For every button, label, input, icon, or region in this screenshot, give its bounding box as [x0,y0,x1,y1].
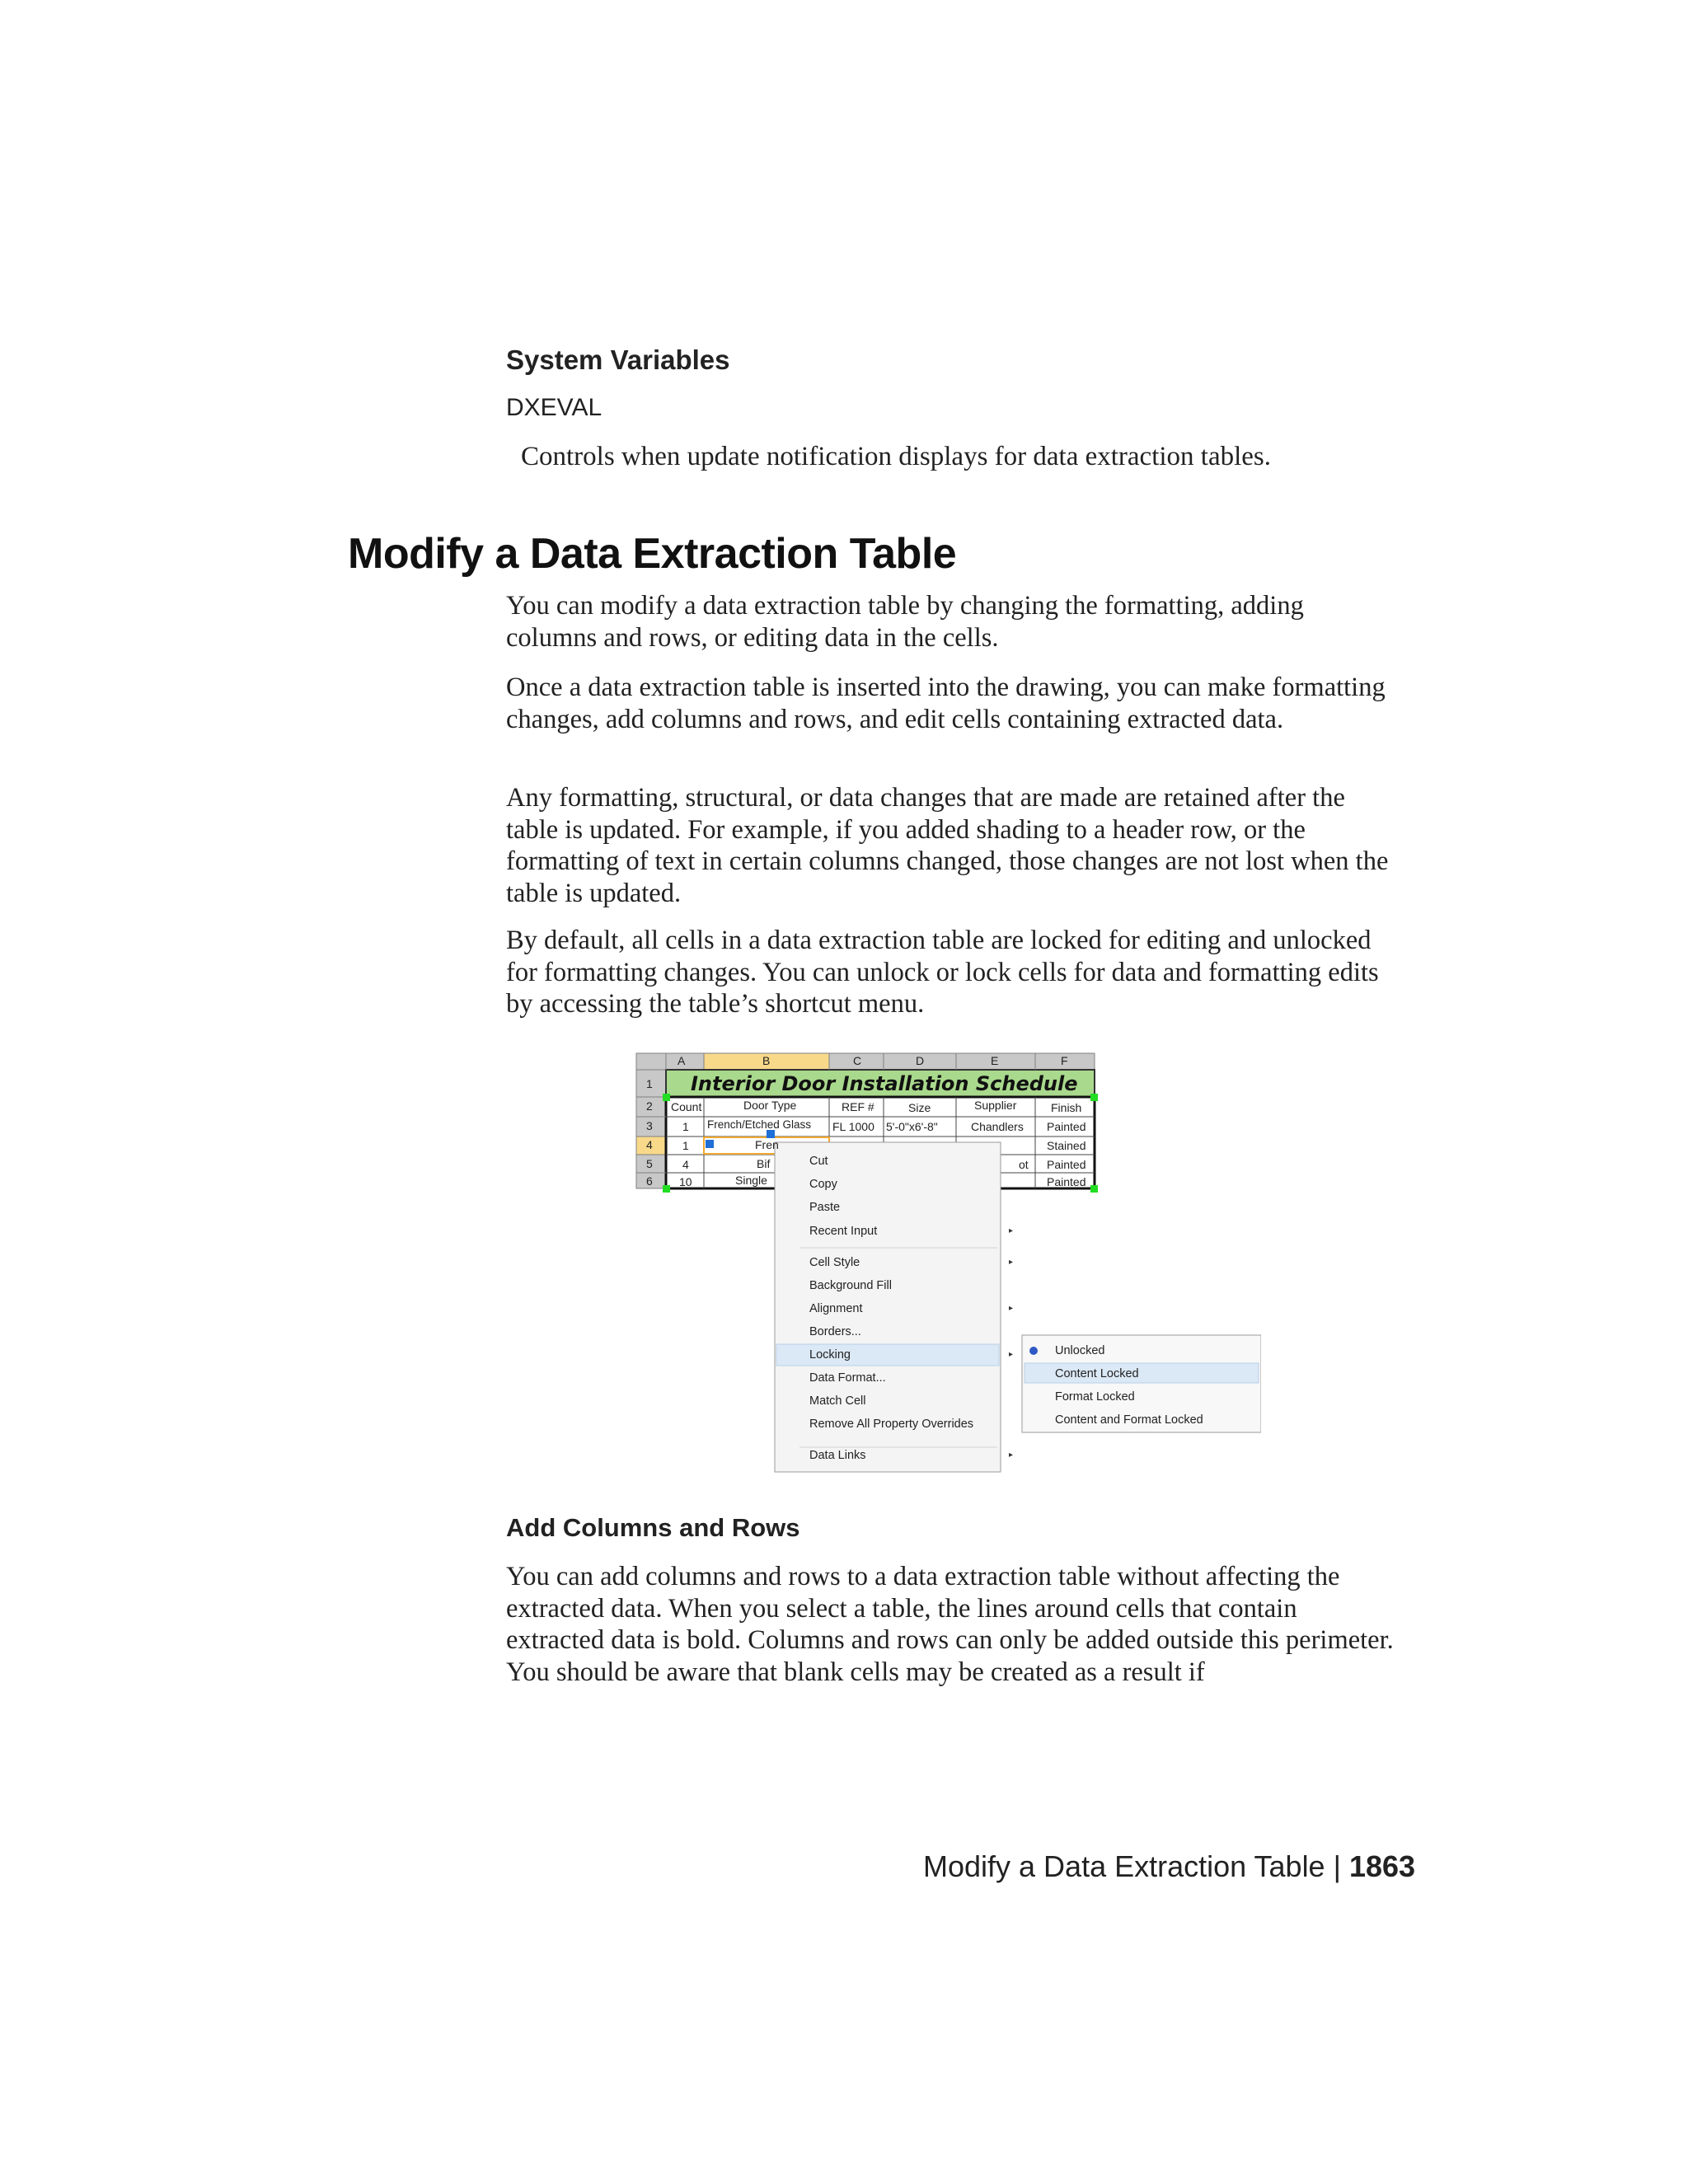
row3-size: 5'-0"x6'-8" [886,1120,938,1133]
table-title: Interior Door Installation Schedule [691,1072,1078,1095]
row4-finish: Stained [1047,1139,1086,1152]
menu-item-recent-input[interactable]: Recent Input [809,1225,878,1238]
header-size: Size [908,1101,931,1114]
paragraph-insert: Once a data extraction table is inserted into the drawing, you can make formatting changes, add columns and rows, and edit cells containing extracted data. [506,673,1386,734]
row6-finish: Painted [1047,1175,1086,1188]
row5-count: 4 [682,1158,689,1171]
row3-door-type: French/Etched Glass [707,1118,812,1131]
menu-item-cut[interactable]: Cut [809,1155,828,1168]
menu-item-borders[interactable]: Borders... [809,1325,861,1338]
header-supplier: Supplier [974,1099,1017,1112]
row5-finish: Painted [1047,1158,1086,1171]
submenu-arrow-icon: ▸ [1009,1226,1014,1235]
page-footer [923,1849,1415,1884]
menu-item-data-links[interactable]: Data Links [809,1449,866,1462]
column-header-c: C [853,1054,862,1067]
page-number: 1863 [1348,1849,1416,1883]
footer-separator: | [1333,1849,1341,1883]
submenu-arrow-icon: ▸ [1009,1304,1014,1313]
column-header-e: E [991,1054,999,1067]
row-number-3: 3 [646,1119,653,1132]
menu-item-locking[interactable]: Locking [809,1348,851,1361]
submenu-arrow-icon: ▸ [1009,1350,1014,1359]
header-count: Count [671,1100,702,1113]
menu-item-alignment[interactable]: Alignment [809,1302,863,1315]
subsection-title: Add Columns and Rows [506,1513,800,1542]
paragraph-intro: You can modify a data extraction table by changing the formatting, adding columns and rows, or editing data in the cells. [506,591,1304,653]
footer-title: Modify a Data Extraction Table [923,1849,1325,1883]
menu-item-background-fill[interactable]: Background Fill [809,1279,892,1292]
menu-item-cell-style[interactable]: Cell Style [809,1256,860,1269]
column-header-d: D [916,1054,925,1067]
row6-count: 10 [679,1175,692,1188]
paragraph-retained: Any formatting, structural, or data changes that are made are retained after the table is updated. For example, if you added shading to a header row, or the formatting of text in certain columns changed, those changes are not lost when the table is updated. [506,783,1389,908]
row-number-2: 2 [646,1099,653,1113]
menu-item-remove-overrides[interactable]: Remove All Property Overrides [809,1418,974,1431]
row6-door-type: Single [735,1174,767,1187]
submenu-item-content-format-locked[interactable]: Content and Format Locked [1055,1413,1203,1427]
header-finish: Finish [1051,1101,1082,1114]
row3-finish: Painted [1047,1120,1086,1133]
menu-item-match-cell[interactable]: Match Cell [809,1394,866,1408]
row-number-1: 1 [646,1077,653,1090]
column-header-b: B [762,1054,771,1067]
row3-supplier: Chandlers [971,1120,1024,1133]
row-number-4: 4 [646,1138,653,1151]
column-header-a: A [678,1054,686,1067]
system-variables-heading: System Variables [506,344,730,375]
row4-door-type: Fren [755,1138,779,1151]
section-title: Modify a Data Extraction Table [348,530,957,578]
column-header-f: F [1061,1054,1068,1067]
submenu-item-format-locked[interactable]: Format Locked [1055,1390,1135,1404]
row3-count: 1 [682,1120,689,1133]
row4-count: 1 [682,1139,689,1152]
row-number-5: 5 [646,1157,653,1170]
header-ref: REF # [842,1100,874,1113]
figure-table-context-menu [635,1052,1261,1480]
menu-item-paste[interactable]: Paste [809,1201,841,1214]
header-door-type: Door Type [743,1099,797,1112]
row5-supplier: ot [1019,1158,1029,1171]
submenu-arrow-icon: ▸ [1009,1451,1014,1460]
row5-door-type: Bif [757,1157,771,1170]
row3-ref: FL 1000 [832,1120,874,1133]
row-number-6: 6 [646,1174,653,1188]
submenu-arrow-icon: ▸ [1009,1258,1014,1267]
submenu-item-content-locked[interactable]: Content Locked [1055,1367,1139,1380]
paragraph-add-columns: You can add columns and rows to a data extraction table without affecting the extracted data. When you select a table, the lines around cells that contain extracted data is bold. Columns and rows can only be added outside this perimeter. You should be aware that blank cells may be created as a result if [506,1562,1394,1687]
paragraph-locking: By default, all cells in a data extraction table are locked for editing and unlocked for formatting changes. You can unlock or lock cells for data and formatting edits by accessing the table’s shortcut menu. [506,926,1379,1019]
submenu-item-unlocked[interactable]: Unlocked [1055,1344,1105,1357]
menu-item-data-format[interactable]: Data Format... [809,1371,886,1385]
system-variable-name: DXEVAL [506,394,603,421]
menu-item-copy[interactable]: Copy [809,1178,837,1191]
system-variable-description: Controls when update notification displays for data extraction tables. [521,442,1272,471]
